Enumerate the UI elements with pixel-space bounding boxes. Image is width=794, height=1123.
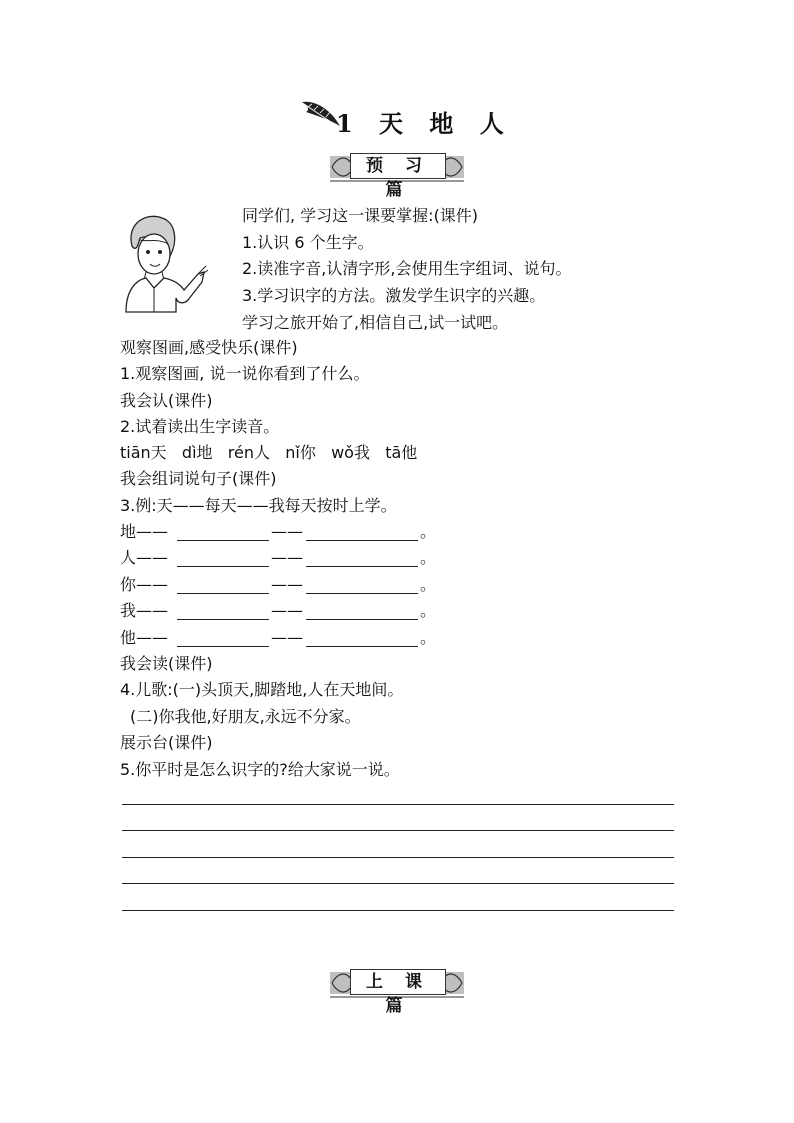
section-title: 上 课 篇: [350, 969, 446, 995]
answer-blank-sentence[interactable]: [306, 577, 418, 594]
fill-sep: ——: [271, 522, 303, 541]
answer-line[interactable]: [122, 830, 674, 831]
answer-blank-sentence[interactable]: [306, 630, 418, 647]
heading-show: 展示台(课件): [120, 733, 213, 752]
goal-item: 1.认识 6 个生字。: [242, 233, 374, 252]
question-3: 3.例:天——每天——我每天按时上学。: [120, 496, 397, 515]
fill-sep: ——: [271, 601, 303, 620]
heading-observe: 观察图画,感受快乐(课件): [120, 338, 298, 357]
answer-blank-word[interactable]: [177, 577, 269, 594]
answer-line[interactable]: [122, 804, 674, 805]
question-4-part-2: (二)你我他,好朋友,永远不分家。: [130, 707, 361, 726]
intro-lead: 同学们, 学习这一课要掌握:(课件): [242, 206, 479, 225]
fill-end: 。: [420, 575, 437, 594]
fill-char: 我——: [120, 601, 169, 620]
fill-end: 。: [420, 548, 437, 567]
answer-blank-sentence[interactable]: [306, 524, 418, 541]
section-title: 预 习 篇: [350, 153, 446, 179]
question-5: 5.你平时是怎么识字的?给大家说一说。: [120, 760, 400, 779]
fill-char: 他——: [120, 628, 169, 647]
answer-blank-word[interactable]: [177, 550, 269, 567]
goal-item: 3.学习识字的方法。激发学生识字的兴趣。: [242, 286, 546, 305]
fill-sep: ——: [271, 575, 303, 594]
goal-item: 2.读准字音,认清字形,会使用生字组词、说句。: [242, 259, 572, 278]
answer-blank-word[interactable]: [177, 524, 269, 541]
page-title: 1 天 地 人: [336, 109, 506, 138]
fill-end: 。: [420, 522, 437, 541]
teacher-illustration: [118, 212, 210, 314]
fill-char: 地——: [120, 522, 169, 541]
fill-sep: ——: [271, 548, 303, 567]
fill-char: 人——: [120, 548, 169, 567]
heading-recognize: 我会认(课件): [120, 391, 213, 410]
section-banner-preview: [330, 150, 464, 200]
section-banner-class: [330, 966, 464, 1016]
fill-end: 。: [420, 628, 437, 647]
answer-line[interactable]: [122, 883, 674, 884]
question-2: 2.试着读出生字读音。: [120, 417, 280, 436]
fill-sep: ——: [271, 628, 303, 647]
heading-words: 我会组词说句子(课件): [120, 469, 277, 488]
question-4-part-1: 4.儿歌:(一)头顶天,脚踏地,人在天地间。: [120, 680, 404, 699]
fill-char: 你——: [120, 575, 169, 594]
answer-blank-sentence[interactable]: [306, 550, 418, 567]
answer-line[interactable]: [122, 910, 674, 911]
intro-closing: 学习之旅开始了,相信自己,试一试吧。: [242, 313, 509, 332]
answer-line[interactable]: [122, 857, 674, 858]
answer-blank-word[interactable]: [177, 630, 269, 647]
answer-blank-sentence[interactable]: [306, 603, 418, 620]
fill-end: 。: [420, 601, 437, 620]
question-1: 1.观察图画, 说一说你看到了什么。: [120, 364, 370, 383]
pinyin-row: tiān天 dì地 rén人 nǐ你 wǒ我 tā他: [120, 443, 418, 462]
heading-read: 我会读(课件): [120, 654, 213, 673]
answer-blank-word[interactable]: [177, 603, 269, 620]
